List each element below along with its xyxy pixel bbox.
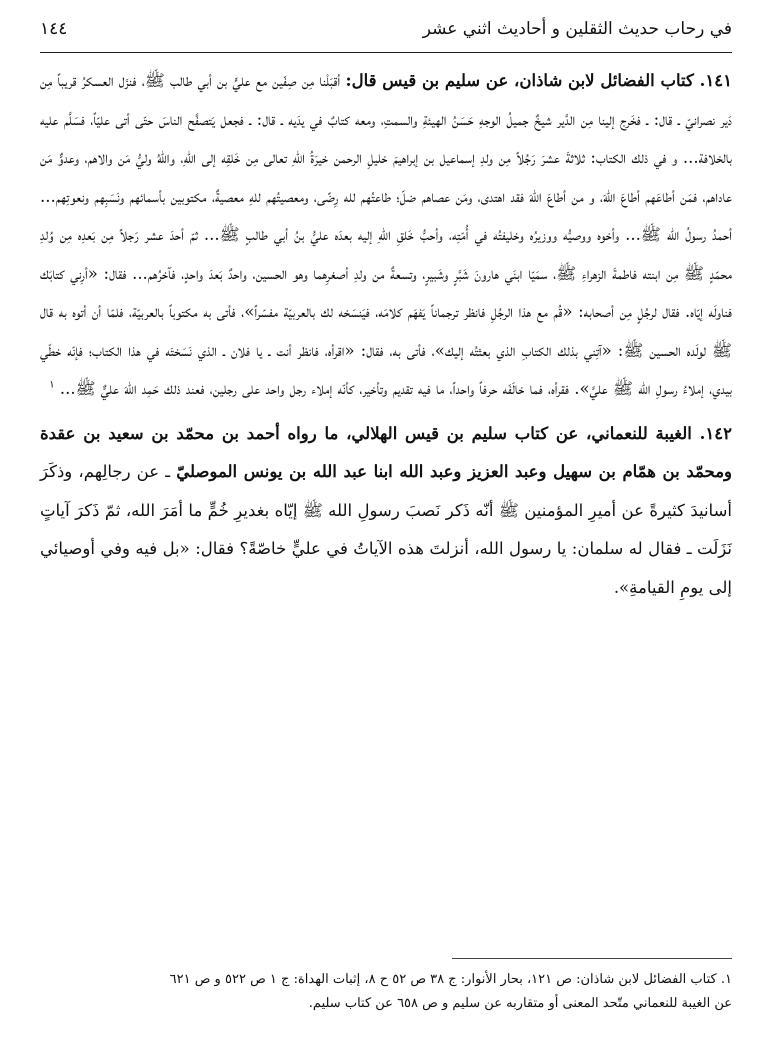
hadith-142-heading: ١٤٢. الغيبة للنعماني، عن كتاب سليم بن قيس الهلالي، ما رواه أحمد بن محمّد بن سعيد بن عقدة ومحمّد بن همّام بن سهيل وعبد العزيز وعبد الله ابنا عبد الله بن يونس الموصليّ	[40, 423, 733, 481]
footnote-divider	[452, 958, 732, 959]
footnote-line: ١. كتاب الفضائل لابن شاذان: ص ١٢١، بحار الأنوار: ج ٣٨ ص ٥٢ ح ٨، إثبات الهداة: ج ١ ص ٥٢٢ و ص ٦٢١	[169, 972, 732, 987]
page-number: ١٤٤	[40, 19, 68, 39]
hadith-141	[40, 62, 732, 409]
header-divider	[40, 52, 732, 53]
hadith-142-text: ـ عن رجالِهم، وذكَرَ أسانيدَ كثيرةً عن أميرِ المؤمنين ﷺ أنّه ذَكر نَصبَ رسولِ الله ﷺ إيّاه بغديرِ خُمٍّ ما أمَرَ الله، ثمّ ذَكرَ آياتٍ نَزَلَت ـ فقال له سلمان: يا رسول الله، أنزلتَ هذه الآياتُ في عليٍّ خاصّةً؟ فقال: «بل فيه وفي أوصيائي إلى يومِ القيامةِ».	[40, 462, 732, 597]
page-header	[40, 12, 732, 46]
main-text	[40, 62, 732, 607]
footnote-marker: ١	[49, 379, 55, 391]
hadith-142	[40, 415, 732, 608]
footnote-line: عن الغيبة للنعماني متّحد المعنى أو متقاربه عن سليم و ص ٦٥٨ عن كتاب سليم.	[308, 996, 732, 1011]
running-title: في رحاب حديث الثقلين و أحاديث اثني عشر	[422, 19, 732, 39]
hadith-141-text: أقبَلْنا مِن صِفّين مع عليٍّ بن أبي طالب ﷺ، فنزَل العسكرُ قريباً مِن دَير نصرانيّ ـ قال: ـ فخَرج إلينا مِن الدَّير شيخٌ جميلُ الوجهِ حَسَنُ الهيئةِ والسمتِ، ومعه كتابٌ في يدَيه ـ قال: ـ فجعل يَتصفَّح الناسَ حتّى أتى عليّاً، فسَلَّم عليه بالخلافة... و في ذلك الكتاب: ثلاثةَ عشرَ رَجُلاً مِن ولدِ إسماعيل بن إبراهيمَ خليلِ الرحمن خيرَةُ اللهِ تعالى مِن خَلقِه إلى اللهِ، واللهُ وليُّ مَن والاهم، وعدوٌّ مَن عاداهم، فمَن أطاعَهم أطاعَ اللهَ، و من أطاعَ اللهَ فقد اهتدى، ومَن عصاهم ضلّ؛ طاعتُهم لله رِضًى، ومعصيتُهم للهِ معصيةٌ، مكتوبين بأسمائهم ونَسَبِهم ونعوتِهم... أحمدُ رسولُ الله ﷺ... وأخوه ووصيُّه ووزيرُه وخليفتُه في أُمّتِه، وأحبُّ خَلقِ اللهِ إليه بعدَه عليُّ بنُ أبي طالبٍ ﷺ... ثمّ أحدَ عشر رَجلاً مِن بَعدِه مِن وُلدِ محمّدٍ ﷺ مِن ابنته فاطمةَ الزهراءِ ﷺ، سمَيّا ابنَي هارونَ شَبَّرٍ وشَبيرٍ، وتسعةٌ من ولدِ أصغرِهما وهو الحسين، واحدٌ بَعدَ واحدٍ، فآخرُهم... فقال: «أرِني كتابَك فناولَه إيّاه. فقال لرجُلٍ مِن أصحابه: «قُم مع هذا الرجُلِ فانظر ترجماناً يَفهَم كلامَه، فيَنسَخه لك بالعربيّة مفسّراً»، فأتى به مكتوباً بالعربيّة، فلمّا أن أتوه به قال ﷺ لولَده الحسين ﷺ: «آتِني بذلك الكتابِ الذي بعثتُه إليك»، فأتى به، فقال: «اقرأه، فانظر أنت ـ يا فلان ـ الذي نَسَختَه في هذا الكتاب؛ فإنّه خطّي بيدي، إملاءُ رسولِ الله ﷺ عليَّ». فقرأه، فما خالَفَه حرفاً واحداً، ما فيه تقديم وتأخير، كأنّه إملاء رجل واحد على رجلين، فعند ذلك حَمِد اللهَ عليٌّ ﷺ...	[40, 71, 732, 398]
hadith-141-heading: ١٤١. كتاب الفضائل لابن شاذان، عن سليم بن قيس قال:	[345, 71, 732, 90]
footnotes	[40, 968, 732, 1016]
